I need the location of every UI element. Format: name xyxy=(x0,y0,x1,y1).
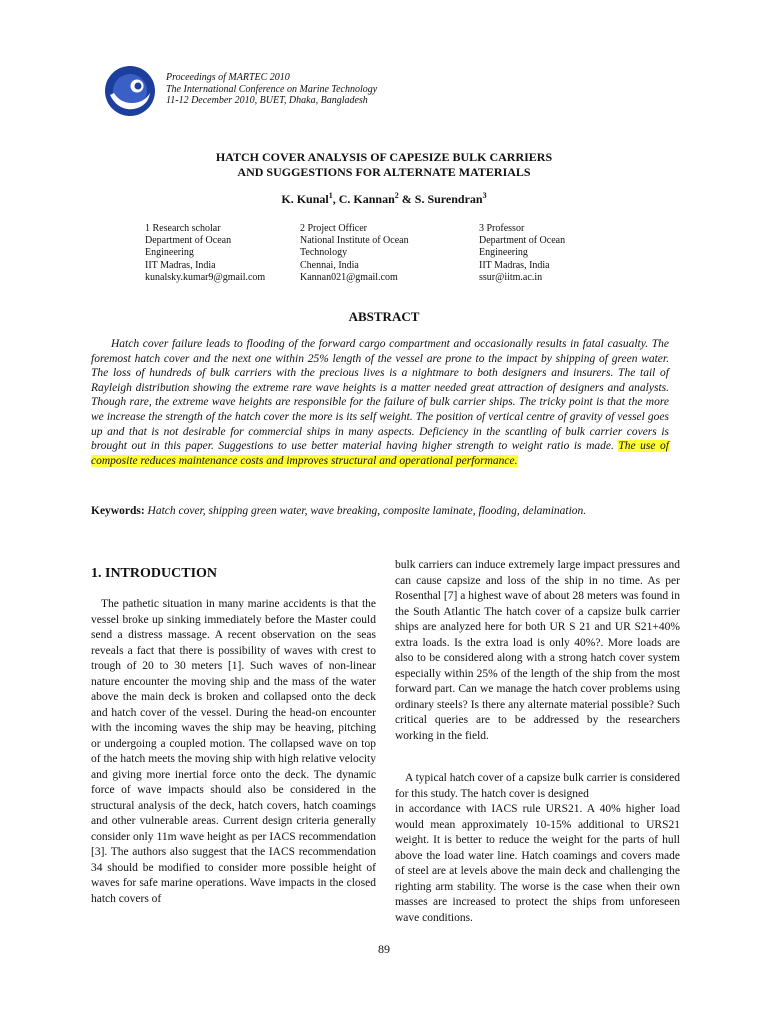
affiliation-3 xyxy=(479,223,565,284)
author-1-name: K. Kunal xyxy=(281,192,329,206)
affiliation-1 xyxy=(145,223,265,284)
author-separator: & xyxy=(398,192,415,206)
abstract-text: Hatch cover failure leads to flooding of the forward cargo compartment and occasionally results in fatal casualty. The foremost hatch cover and the next one within 25% length of the vessel are prone to the impact by shipping of green water. The loss of hundreds of bulk carriers with the precious lives is a nightmare to both designers and insurers. The tail of Rayleigh distribution showing the extreme rare wave heights is a matter needed great attraction of designers and analysts. Though rare, the extreme wave heights are responsible for the failure of bulk carrier ships. The tricky point is that the more we increase the strength of the hatch cover the more is its self weight. The position of vertical centre of gravity of vessel goes up and that is not desirable for commercial ships in many aspects. Deficiency in the scantling of bulk carrier covers is brought out in this paper. Suggestions to use better material having higher strength to weight ratio is made. xyxy=(91,338,669,453)
author-list xyxy=(0,191,768,207)
conference-logo-icon xyxy=(104,65,156,117)
affiliation-line: 2 Project Officer xyxy=(300,223,368,234)
affiliation-line: Department of Ocean xyxy=(145,235,232,247)
keywords-label: Keywords: xyxy=(91,505,145,517)
affiliation-line: Chennai, India xyxy=(300,259,359,271)
intro-right-paragraph-2 xyxy=(395,771,680,926)
author-separator: , xyxy=(332,192,339,206)
affiliation-email: Kannan021@gmail.com xyxy=(300,271,398,283)
title-line-1: HATCH COVER ANALYSIS OF CAPESIZE BULK CARRIERS xyxy=(215,150,553,164)
title-line-2: AND SUGGESTIONS FOR ALTERNATE MATERIALS xyxy=(237,164,531,179)
paper-title xyxy=(0,150,768,179)
author-2-mark: 2 xyxy=(394,191,399,200)
affiliation-line: Department of Ocean xyxy=(479,235,566,247)
affiliation-line: Engineering xyxy=(479,247,528,259)
affiliation-line: IIT Madras, India xyxy=(145,259,216,271)
affiliation-line: Technology xyxy=(300,247,348,259)
abstract-body xyxy=(91,337,669,468)
author-3-name: S. Surendran xyxy=(414,192,483,206)
keywords-list: Hatch cover, shipping green water, wave breaking, composite laminate, flooding, delamination. xyxy=(144,505,587,517)
affiliation-line: 1 Research scholar xyxy=(145,223,221,234)
affiliation-email: kunalsky.kumar9@gmail.com xyxy=(145,271,266,283)
affiliation-email: ssur@iitm.ac.in xyxy=(479,271,543,283)
intro-left-paragraph: The pathetic situation in many marine accidents is that the vessel broke up sinking immediately before the Master could send a distress massage. A recent observation on the seas reveals a fact that there is possibility of waves with crest to trough of 20 to 30 meters [1]. Such waves of non-linear nature encounter the moving ship and the mass of the water above the main deck is broken and collapsed onto the deck and hatch cover of the vessel. During the head-on encounter with the incoming waves the ship may be heaving, pitching or undergoing a coupled motion. The collapsed wave on top of the hatch meets the moving ship with high relative velocity and giving more inertial force onto the deck. The dynamic force of wave impacts should also be considered in the structural analysis of the deck, hatch covers, hatch coamings and other vulnerable areas. Current design criteria generally consider only 11m wave height as per IACS recommendation [3]. The authors also suggest that the IACS recommendation 34 should be modified to consider more possible height of waves for safe marine operations. Wave impacts in the closed hatch covers of xyxy=(91,598,376,905)
intro-right-paragraph-1: bulk carriers can induce extremely large impact pressures and can cause capsize and loss of the ship in no time. As per Rosenthal [7] a highest wave of about 28 meters was found in the South Atlantic The hatch cover of a capsize bulk carrier ships are analyzed here for both UR S 21 and UR S21+40% extra loads. Is the extra load is only 40%?. More loads are also to be considered along with a strong hatch cover system especially within 25% of the length of the ship from the most forward part. Can we manage the hatch cover problems using ordinary steels? Is there any alternate material possible? Such critical queries are to be addressed by the researchers working in the field. xyxy=(395,559,680,742)
page-number: 89 xyxy=(378,942,390,956)
abstract-heading: ABSTRACT xyxy=(348,309,420,324)
paragraph-line: A typical hatch cover of a capsize bulk carrier is considered for this study. The hatch cover is designed xyxy=(395,772,680,800)
section-heading xyxy=(91,566,217,582)
proceedings-name: Proceedings of MARTEC 2010 xyxy=(166,72,290,83)
conference-name: The International Conference on Marine Technology xyxy=(166,83,378,95)
section-number: 1 xyxy=(91,566,98,581)
affiliation-2 xyxy=(300,223,409,284)
keywords-line xyxy=(91,505,586,517)
affiliation-line: IIT Madras, India xyxy=(479,259,550,271)
author-1-mark: 1 xyxy=(328,191,333,200)
author-2-name: C. Kannan xyxy=(338,192,395,206)
proceedings-header xyxy=(166,72,377,107)
affiliation-line: 3 Professor xyxy=(479,223,525,234)
conference-dates: 11-12 December 2010, BUET, Dhaka, Bangladesh xyxy=(166,95,368,106)
affiliation-line: National Institute of Ocean xyxy=(300,235,409,247)
abstract-highlight: The use of composite reduces maintenance costs and improves structural and operational performance. xyxy=(91,440,669,467)
affiliation-line: Engineering xyxy=(145,247,194,259)
paragraph-continuation: in accordance with IACS rule URS21. A 40% higher load would mean approximately 10-15% additional to URS21 weight. It is better to reduce the weight for the parts of hull above the load water line. Hatch coamings and covers made of steel are at levels above the main deck and challenging the righting arm stability. The worse is the case when their own masses are increased to protect the ships from unforeseen wave conditions. xyxy=(395,803,680,924)
author-3-mark: 3 xyxy=(482,191,487,200)
section-title: . INTRODUCTION xyxy=(98,566,218,581)
